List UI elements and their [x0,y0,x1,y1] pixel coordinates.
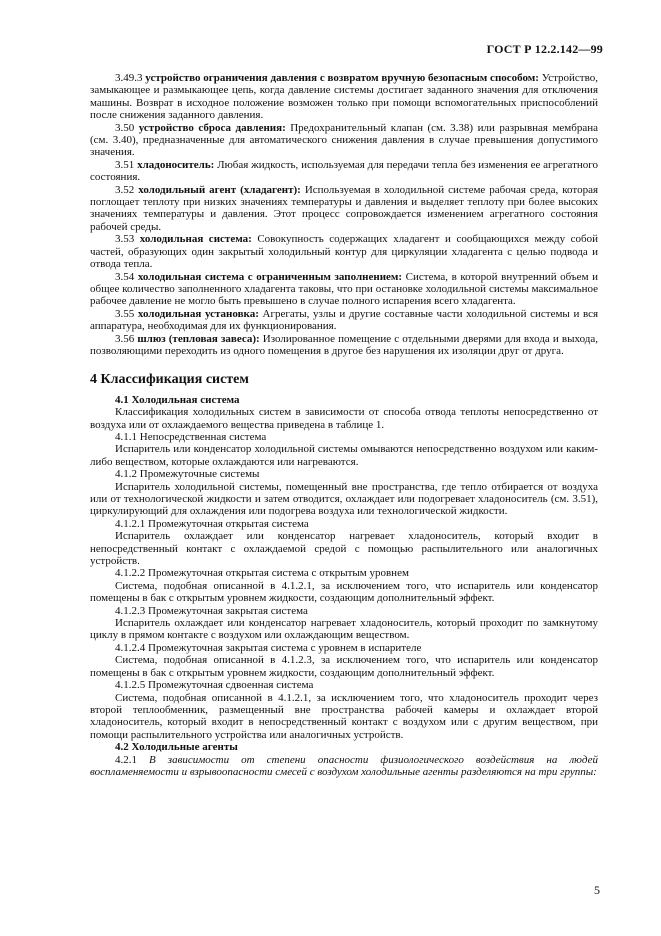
definition-3-55: 3.55 холодильная установка: Агрегаты, узлы и другие составные части холодильной системы и вся аппаратура, необходимая для их функционирования. [90,307,599,333]
section-4-1-2-4-text: Система, подобная описанной в 4.1.2.3, за исключением того, что испаритель или конденсатор помещены в бак с открытым уровнем жидкости, создающим дополнительный эффект. [90,654,598,679]
section-4-1-2-5-text: Система, подобная описанной в 4.1.2.1, за исключением того, что хладоноситель проходит через второй теплообменник, размещенный вне пространства рабочей камеры и охлаждает второй хладоноситель, который входит в непосредственный контакт с воздухом или с другим веществом, при помощи распылительного устройства или аналогичных устройств. [90,691,598,741]
section-4-1-2-5-heading: 4.1.2.5 Промежуточная сдвоенная система [115,679,314,692]
definition-3-54: 3.54 холодильная система с ограниченным заполнением: Система, в которой внутренний объем и общее количество заполненного хладагента таковы, что при остановке холодильной системы максимальное рабочее давление не могло быть превышено в случае полного испарения всего хладагента. [90,270,599,308]
section-4-2-1-text: 4.2.1 В зависимости от степени опасности физиологического воздействия на людей воспламеняемости и взрывоопасности смесей с воздухом холодильные агенты разделяются на три группы: [90,753,598,778]
section-4-1-2-1-text: Испаритель охлаждает или конденсатор нагревает хладоноситель, который входит в непосредственный контакт с охлаждаемой средой с помощью распылительного или аналогичных устройств. [90,530,598,568]
section-4-1-2-text: Испаритель холодильной системы, помещенный вне пространства, где тепло отбирается от воздуха или от технологической жидкости и затем отводится, охлаждает или подогревает хладоноситель (см. 3.51), циркулирующий для охлаждения или подогрева воздуха или технологической жидкости. [90,480,598,518]
page-number: 5 [594,883,600,897]
section-4-1-2-4-heading: 4.1.2.4 Промежуточная закрытая система с уровнем в испарителе [115,641,422,654]
section-4-1-2-2-text: Система, подобная описанной в 4.1.2.1, за исключением того, что испаритель или конденсатор помещены в бак с открытым уровнем жидкости, создающим дополнительный эффект. [90,579,598,605]
section-4-1-heading: 4.1 Холодильная система [115,393,240,406]
section-4-1-2-heading: 4.1.2 Промежуточные системы [115,468,260,481]
definition-3-51: 3.51 хладоноситель: Любая жидкость, используемая для передачи тепла без изменения ее агрегатного состояния. [90,158,598,184]
definition-3-53: 3.53 холодильная система: Совокупность содержащих хладагент и сообщающихся между собой частей, образующих один закрытый холодильный контур для циркуляции хладагента с целью подвода и отвода тепла. [90,233,598,271]
definition-3-50: 3.50 устройство сброса давления: Предохранительный клапан (см. 3.38) или разрывная мембрана (см. 3.40), предназначенные для автоматического снижения давления в случае превышения допустимого значения. [90,121,599,159]
definition-3-56: 3.56 шлюз (тепловая завеса): Изолированное помещение с отдельными дверями для входа и выхода, позволяющими переходить из одного помещения в другое без нарушения их изоляции друг от друга. [90,332,598,357]
section-4-1-1-text: Испаритель или конденсатор холодильной системы омываются непосредственно воздухом или каким-либо веществом, которые охлаждаются или нагреваются. [90,443,598,468]
section-4-1-2-3-text: Испаритель охлаждает или конденсатор нагревает хладоноситель, который проходит по замкнутому циклу в прямом контакте с воздухом или охлаждающим веществом. [90,617,598,642]
definition-3-52: 3.52 холодильный агент (хладагент): Используемая в холодильной системе рабочая среда, которая поглощает теплоту при низких значениях температуры и давления и выделяет теплоту при более высоких значениях температуры и давления. Этот процесс сопровождается изменением агрегатного состояния рабочей среды. [90,183,599,233]
definition-3-49-3: 3.49.3 устройство ограничения давления с возвратом вручную безопасным способом: Устройство, замыкающее и размыкающее цепь, когда давление системы достигает заданного значения для отключения машины. Возврат в исходное положение возможен только при помощи вспомогательных приспособлений после снижения заданного давления. [90,72,598,122]
section-4-1-text: Классификация холодильных систем в зависимости от способа отвода теплоты непосредственно от воздуха или от охлаждаемого вещества приведена в таблице 1. [90,406,598,431]
section-4-1-2-3-heading: 4.1.2.3 Промежуточная закрытая система [115,604,308,617]
section-4-2-heading: 4.2 Холодильные агенты [115,741,238,754]
section-4-1-2-1-heading: 4.1.2.1 Промежуточная открытая система [115,517,309,530]
page-body [90,72,598,778]
section-4-1-1-heading: 4.1.1 Непосредственная система [115,430,267,443]
document-header: ГОСТ Р 12.2.142—99 [486,42,603,56]
section-4-heading: 4 Классификация систем [90,372,249,388]
section-4-1-2-2-heading: 4.1.2.2 Промежуточная открытая система с открытым уровнем [115,567,409,580]
